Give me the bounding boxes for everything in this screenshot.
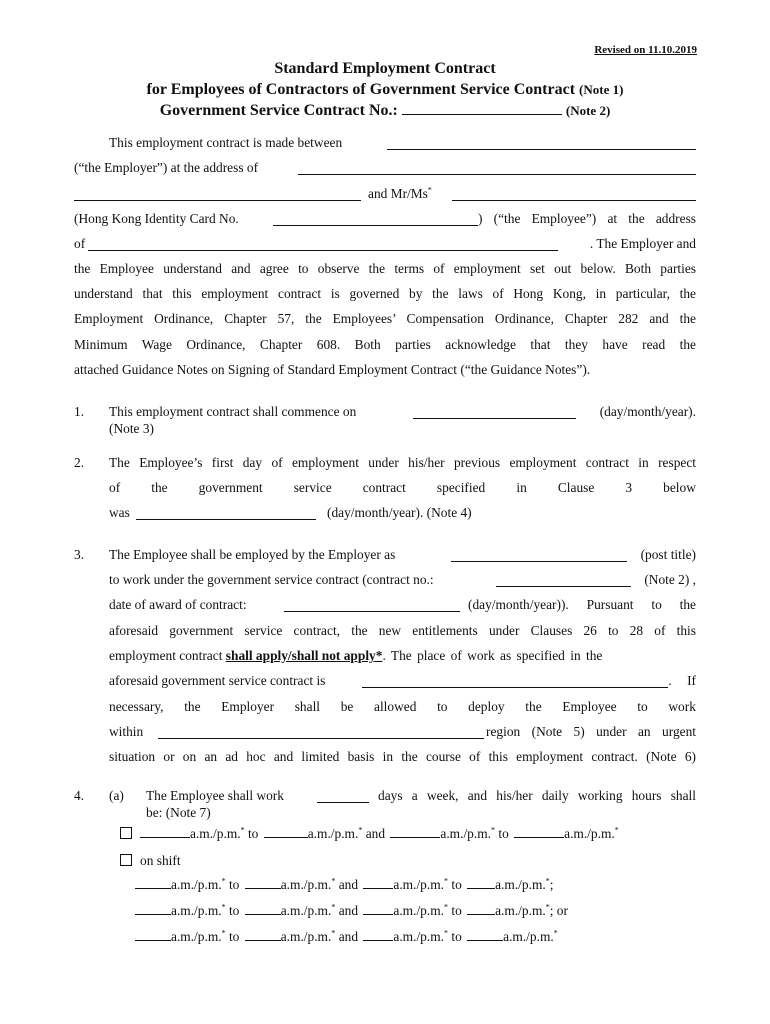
time-blank[interactable]: [363, 927, 393, 941]
contract-no-blank-2[interactable]: [496, 573, 631, 587]
time-blank[interactable]: [245, 927, 281, 941]
clause-3-text-cont: . The place of work as specified in the: [382, 648, 603, 663]
ampm-label: a.m./p.m.: [495, 903, 546, 918]
asterisk: *: [358, 825, 363, 835]
ampm-label: a.m./p.m.: [307, 826, 359, 841]
title-line-2-text: for Employees of Contractors of Government Service Contract: [146, 81, 576, 98]
time-blank[interactable]: [467, 875, 495, 889]
time-blank[interactable]: [514, 824, 564, 838]
clause-3-line-6b: . If: [668, 673, 696, 688]
fixed-hours-checkbox[interactable]: [120, 827, 132, 839]
clause-3-line-1a: The Employee shall be employed by the Employer as: [109, 547, 396, 562]
employee-name-blank[interactable]: [452, 187, 696, 201]
word: Employer: [221, 699, 275, 714]
word: in: [516, 480, 527, 495]
asterisk: *: [221, 902, 226, 912]
and-label: and: [338, 877, 359, 892]
title-line-3-text: Government Service Contract No.:: [159, 102, 398, 119]
intro-line-7: understand that this employment contract is governed by the laws of Hong Kong, in particular, the: [74, 286, 696, 301]
or-label: ; or: [549, 903, 568, 918]
intro-line-5: of: [74, 236, 86, 251]
ampm-label: a.m./p.m.: [171, 903, 222, 918]
asterisk: *: [331, 928, 336, 938]
apply-option[interactable]: shall apply/shall not apply*: [225, 648, 383, 663]
word: Clause: [557, 480, 595, 495]
word: the: [184, 699, 201, 714]
ampm-label: a.m./p.m.: [171, 929, 222, 944]
on-shift-checkbox[interactable]: [120, 854, 132, 866]
region-blank[interactable]: [158, 725, 484, 739]
asterisk: *: [443, 876, 448, 886]
clause-3-line-3a: date of award of contract:: [109, 597, 247, 612]
ampm-label: a.m./p.m.: [393, 903, 444, 918]
word: shall: [294, 699, 321, 714]
clause-4-number: 4.: [74, 788, 85, 803]
to-label: to: [451, 929, 462, 944]
asterisk: *: [553, 928, 558, 938]
previous-employment-date-blank[interactable]: [136, 506, 316, 520]
word: to: [437, 699, 448, 714]
clause-3-number: 3.: [74, 547, 85, 562]
word: below: [663, 480, 696, 495]
asterisk: *: [331, 902, 336, 912]
asterisk: *: [443, 928, 448, 938]
clause-2-line-2: [109, 480, 696, 496]
clause-1-text: This employment contract shall commence on: [109, 404, 357, 419]
award-date-blank[interactable]: [284, 598, 460, 612]
time-blank[interactable]: [264, 824, 308, 838]
time-blank[interactable]: [245, 875, 281, 889]
asterisk: *: [427, 185, 432, 195]
and-label: and: [338, 929, 359, 944]
to-label: to: [228, 929, 240, 944]
word: deploy: [468, 699, 505, 714]
intro-line-6: the Employee understand and agree to observe the terms of employment set out below. Both parties: [74, 261, 696, 276]
to-label: to: [451, 903, 462, 918]
clause-2-number: 2.: [74, 455, 85, 470]
word: contract: [362, 480, 406, 495]
ampm-label: a.m./p.m.: [190, 826, 241, 841]
clause-2-line-1: The Employee’s first day of employment under his/her previous employment contract in respect: [109, 455, 696, 470]
word: necessary,: [109, 699, 164, 714]
title-line-3-note: (Note 2): [565, 103, 611, 118]
fixed-hours-row: [120, 824, 619, 842]
intro-line-2: (“the Employer”) at the address of: [74, 160, 259, 175]
to-label: to: [228, 903, 240, 918]
clause-3-text: employment contract: [109, 648, 223, 663]
word: be: [340, 699, 354, 714]
intro-text: This employment contract is made between: [109, 135, 343, 150]
clause-1-number: 1.: [74, 404, 85, 419]
place-of-work-blank[interactable]: [362, 674, 668, 688]
clause-3-line-7: [109, 699, 696, 715]
word: specified: [436, 480, 486, 495]
word: service: [293, 480, 332, 495]
title-line-3: [0, 101, 770, 120]
time-blank[interactable]: [363, 901, 393, 915]
time-blank[interactable]: [245, 901, 281, 915]
clause-3-line-6a: aforesaid government service contract is: [109, 673, 326, 688]
title-line-1: Standard Employment Contract: [274, 60, 496, 77]
time-blank[interactable]: [135, 927, 171, 941]
clause-3-line-2b: (Note 2) ,: [644, 572, 696, 587]
revised-date: Revised on 11.10.2019: [594, 44, 697, 56]
clause-2-line-3a: was: [109, 505, 130, 520]
intro-line-8: Employment Ordinance, Chapter 57, the Employees’ Compensation Ordinance, Chapter 282 and the: [74, 311, 696, 326]
word: government: [198, 480, 263, 495]
intro-line-4b: ) (“the Employee”) at the address: [478, 211, 696, 226]
clause-4-sub-a: (a): [109, 788, 124, 803]
asterisk: *: [240, 825, 245, 835]
word: 3: [625, 480, 633, 495]
ampm-label: a.m./p.m.: [280, 903, 332, 918]
title-line-2: [0, 81, 770, 99]
intro-mrms: and Mr/Ms: [368, 186, 428, 201]
asterisk: *: [221, 876, 226, 886]
ampm-label: a.m./p.m.: [280, 929, 332, 944]
employer-address-blank-2[interactable]: [74, 187, 361, 201]
clause-2-line-3b: (day/month/year). (Note 4): [327, 505, 472, 520]
on-shift-label: on shift: [140, 853, 181, 868]
time-blank[interactable]: [390, 824, 440, 838]
intro-line-1: [109, 135, 342, 151]
hkid-blank[interactable]: [273, 212, 478, 226]
days-per-week-blank[interactable]: [317, 789, 369, 803]
clause-1-date-format: (day/month/year).: [599, 404, 696, 419]
word: work: [668, 699, 696, 714]
asterisk: *: [545, 876, 550, 886]
word: allowed: [374, 699, 417, 714]
intro-line-4: (Hong Kong Identity Card No.: [74, 211, 239, 226]
time-blank[interactable]: [135, 875, 171, 889]
clause-3-line-8b: region (Note 5) under an urgent: [486, 724, 696, 739]
word: to: [637, 699, 648, 714]
and-label: and: [338, 903, 359, 918]
clause-3-line-8a: within: [109, 724, 144, 739]
asterisk: *: [614, 825, 619, 835]
ampm-label: a.m./p.m.: [564, 826, 615, 841]
commence-date-blank[interactable]: [413, 405, 576, 419]
shift-row-2: [135, 901, 568, 919]
intro-line-10: attached Guidance Notes on Signing of Standard Employment Contract (“the Guidance Notes”).: [74, 362, 591, 377]
post-title-blank[interactable]: [451, 548, 627, 562]
intro-line-5b: . The Employer and: [589, 236, 696, 251]
time-blank[interactable]: [363, 875, 393, 889]
word: the: [151, 480, 168, 495]
to-label: to: [228, 877, 240, 892]
asterisk: *: [331, 876, 336, 886]
shift-row-3: [135, 927, 558, 945]
time-blank[interactable]: [140, 824, 190, 838]
clause-3-line-5: [109, 648, 696, 664]
asterisk: *: [490, 825, 495, 835]
clause-3-line-9: situation or on an ad hoc and limited basis in the course of this employment contract. (Note 6): [109, 749, 696, 764]
ampm-label: a.m./p.m.: [171, 877, 222, 892]
intro-line-9: Minimum Wage Ordinance, Chapter 608. Both parties acknowledge that they have read the: [74, 337, 696, 352]
title-line-2-note: (Note 1): [579, 82, 624, 97]
asterisk: *: [443, 902, 448, 912]
employee-address-blank[interactable]: [88, 237, 558, 251]
time-blank[interactable]: [135, 901, 171, 915]
to-label: to: [498, 826, 509, 841]
to-label: to: [247, 826, 259, 841]
ampm-label: a.m./p.m.: [440, 826, 491, 841]
clause-1-note: (Note 3): [109, 421, 154, 436]
word: the: [525, 699, 542, 714]
to-label: to: [451, 877, 462, 892]
ampm-label: a.m./p.m.: [495, 877, 546, 892]
semicolon: ;: [549, 877, 554, 892]
time-blank[interactable]: [467, 901, 495, 915]
time-blank[interactable]: [467, 927, 503, 941]
employer-address-blank[interactable]: [298, 161, 696, 175]
contract-no-blank[interactable]: [402, 101, 562, 115]
clause-3-line-1b: (post title): [640, 547, 696, 562]
intro-line-3: [368, 186, 432, 202]
shift-row-1: [135, 875, 553, 893]
clause-3-line-3b: (day/month/year)). Pursuant to the: [468, 597, 696, 612]
clause-4-line-2: be: (Note 7): [146, 805, 211, 820]
word: of: [109, 480, 121, 495]
ampm-label: a.m./p.m.: [393, 877, 444, 892]
employer-name-blank[interactable]: [387, 136, 696, 150]
asterisk: *: [545, 902, 550, 912]
asterisk: *: [221, 928, 226, 938]
ampm-label: a.m./p.m.: [393, 929, 444, 944]
word: Employee: [562, 699, 617, 714]
clause-3-line-2a: to work under the government service contract (contract no.:: [109, 572, 434, 587]
clause-4-line-1b: days a week, and his/her daily working hours shall: [378, 788, 696, 803]
ampm-label: a.m./p.m.: [503, 929, 554, 944]
ampm-label: a.m./p.m.: [280, 877, 332, 892]
clause-3-line-4: aforesaid government service contract, the new entitlements under Clauses 26 to 28 of this: [109, 623, 696, 638]
and-label: and: [365, 826, 386, 841]
clause-4-line-1a: The Employee shall work: [146, 788, 284, 803]
on-shift-row: [120, 853, 181, 869]
